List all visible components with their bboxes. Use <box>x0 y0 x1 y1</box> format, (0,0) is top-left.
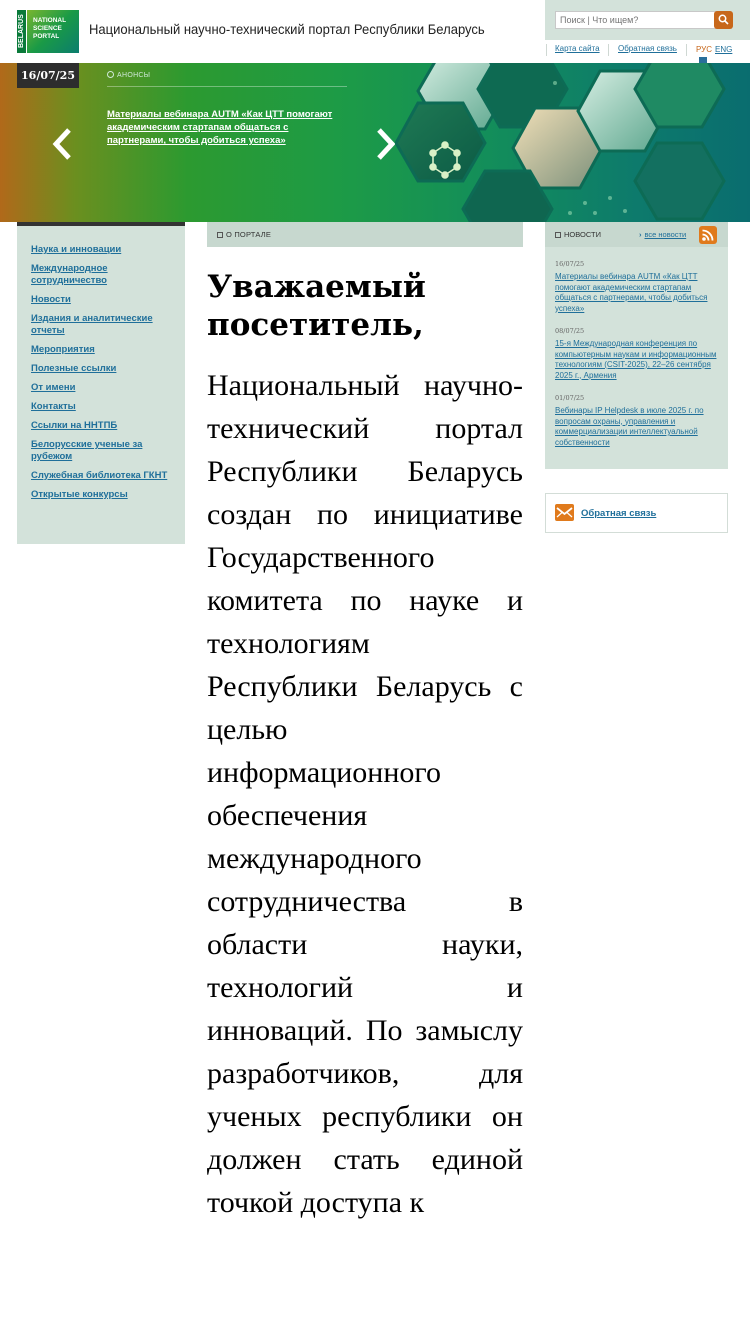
banner-divider <box>107 86 347 87</box>
about-portal-label-text: О ПОРТАЛЕ <box>226 230 272 239</box>
nav-item-useful-links[interactable]: Полезные ссылки <box>31 363 117 374</box>
nav-item-news[interactable]: Новости <box>31 294 71 305</box>
divider <box>686 44 687 56</box>
all-news-link[interactable]: › все новости <box>639 230 686 239</box>
divider <box>546 44 547 56</box>
nav-item-belarusian-scientists-abroad[interactable]: Белорусские ученые за рубежом <box>31 439 143 462</box>
rss-icon <box>699 226 717 244</box>
news-header <box>545 222 728 247</box>
divider <box>608 44 609 56</box>
rss-button[interactable] <box>699 226 717 244</box>
news-link[interactable]: Вебинары IP Helpdesk в июле 2025 г. по вопросам охраны, управления и коммерциализации интеллектуальной собственности <box>555 406 704 447</box>
about-portal-label <box>217 230 271 239</box>
nav-item-science-innovation[interactable]: Наука и инновации <box>31 244 122 255</box>
about-portal-bar <box>207 222 523 247</box>
lang-ru[interactable]: РУС <box>696 45 713 54</box>
news-link[interactable]: Материалы вебинара AUTM «Как ЦТТ помогают академическим стартапам общаться с партнерами, чтобы добиться успеха» <box>555 272 708 313</box>
science-hexagons-image <box>395 63 750 222</box>
nav-item-publications[interactable]: Издания и аналитические отчеты <box>31 313 153 336</box>
page-heading: Уважаемый посетитель, <box>207 269 426 343</box>
announcements-label <box>107 71 150 79</box>
nav-item-international-cooperation[interactable]: Международное сотрудничество <box>31 263 108 286</box>
clock-icon <box>107 71 114 78</box>
nav-item-open-contests[interactable]: Открытые конкурсы <box>31 489 128 500</box>
news-link[interactable]: 15-я Международная конференция по компьютерным наукам и информационным технологиям (CSIT-2025), 22–26 сентября 2025 г., Армения <box>555 339 717 380</box>
news-label-text: НОВОСТИ <box>564 230 601 239</box>
news-date: 16/07/25 <box>555 260 585 268</box>
logo-side-text: BELARUS <box>17 10 26 53</box>
search-icon <box>718 14 729 25</box>
site-title: Национальный научно-технический портал Республики Беларусь <box>89 21 485 37</box>
feedback-label: Обратная связь <box>581 508 657 519</box>
intro-text: Национальный научно-технический портал Республики Беларусь создан по инициативе Государственного комитета по науке и технологиям Республики Беларусь с целью информационного обеспечения международного сотрудничества в области науки, технологий и инноваций. По замыслу разработчиков, для ученых республики он должен стать единой точкой доступа к <box>207 369 523 1219</box>
feedback-top-link[interactable]: Обратная связь <box>618 44 677 53</box>
envelope-icon <box>555 504 574 521</box>
nav-item-on-behalf[interactable]: От имени <box>31 382 76 393</box>
section-icon <box>217 232 223 238</box>
news-date: 08/07/25 <box>555 327 585 335</box>
announcements-label-text: АНОНСЫ <box>117 72 151 79</box>
nav-item-contacts[interactable]: Контакты <box>31 401 76 412</box>
news-date: 01/07/25 <box>555 394 585 402</box>
search-button[interactable] <box>714 11 733 29</box>
chevron-left-icon <box>48 126 78 162</box>
logo-text: NATIONAL SCIENCE PORTAL <box>27 10 79 53</box>
news-icon <box>555 232 561 238</box>
news-item <box>555 260 720 314</box>
banner-date: 16/07/25 <box>17 63 79 88</box>
news-item <box>555 394 720 448</box>
sitemap-link[interactable]: Карта сайта <box>555 44 600 53</box>
banner-prev-button[interactable] <box>48 126 78 162</box>
feedback-button[interactable] <box>545 493 728 533</box>
left-navigation <box>17 222 185 544</box>
announcement-banner <box>0 63 750 222</box>
site-logo[interactable] <box>17 10 79 53</box>
news-item <box>555 327 720 381</box>
banner-headline-link[interactable]: Материалы вебинара AUTM «Как ЦТТ помогают академическим стартапам общаться с партнерами, чтобы добиться успеха» <box>107 109 333 146</box>
nav-item-service-library[interactable]: Служебная библиотека ГКНТ <box>31 470 168 481</box>
nav-item-links-to-portal[interactable]: Ссылки на ННТПБ <box>31 420 118 431</box>
nav-item-events[interactable]: Мероприятия <box>31 344 95 355</box>
search-input[interactable] <box>555 11 725 29</box>
lang-en[interactable]: ENG <box>715 45 733 54</box>
news-label <box>555 230 601 239</box>
news-panel <box>545 222 728 469</box>
